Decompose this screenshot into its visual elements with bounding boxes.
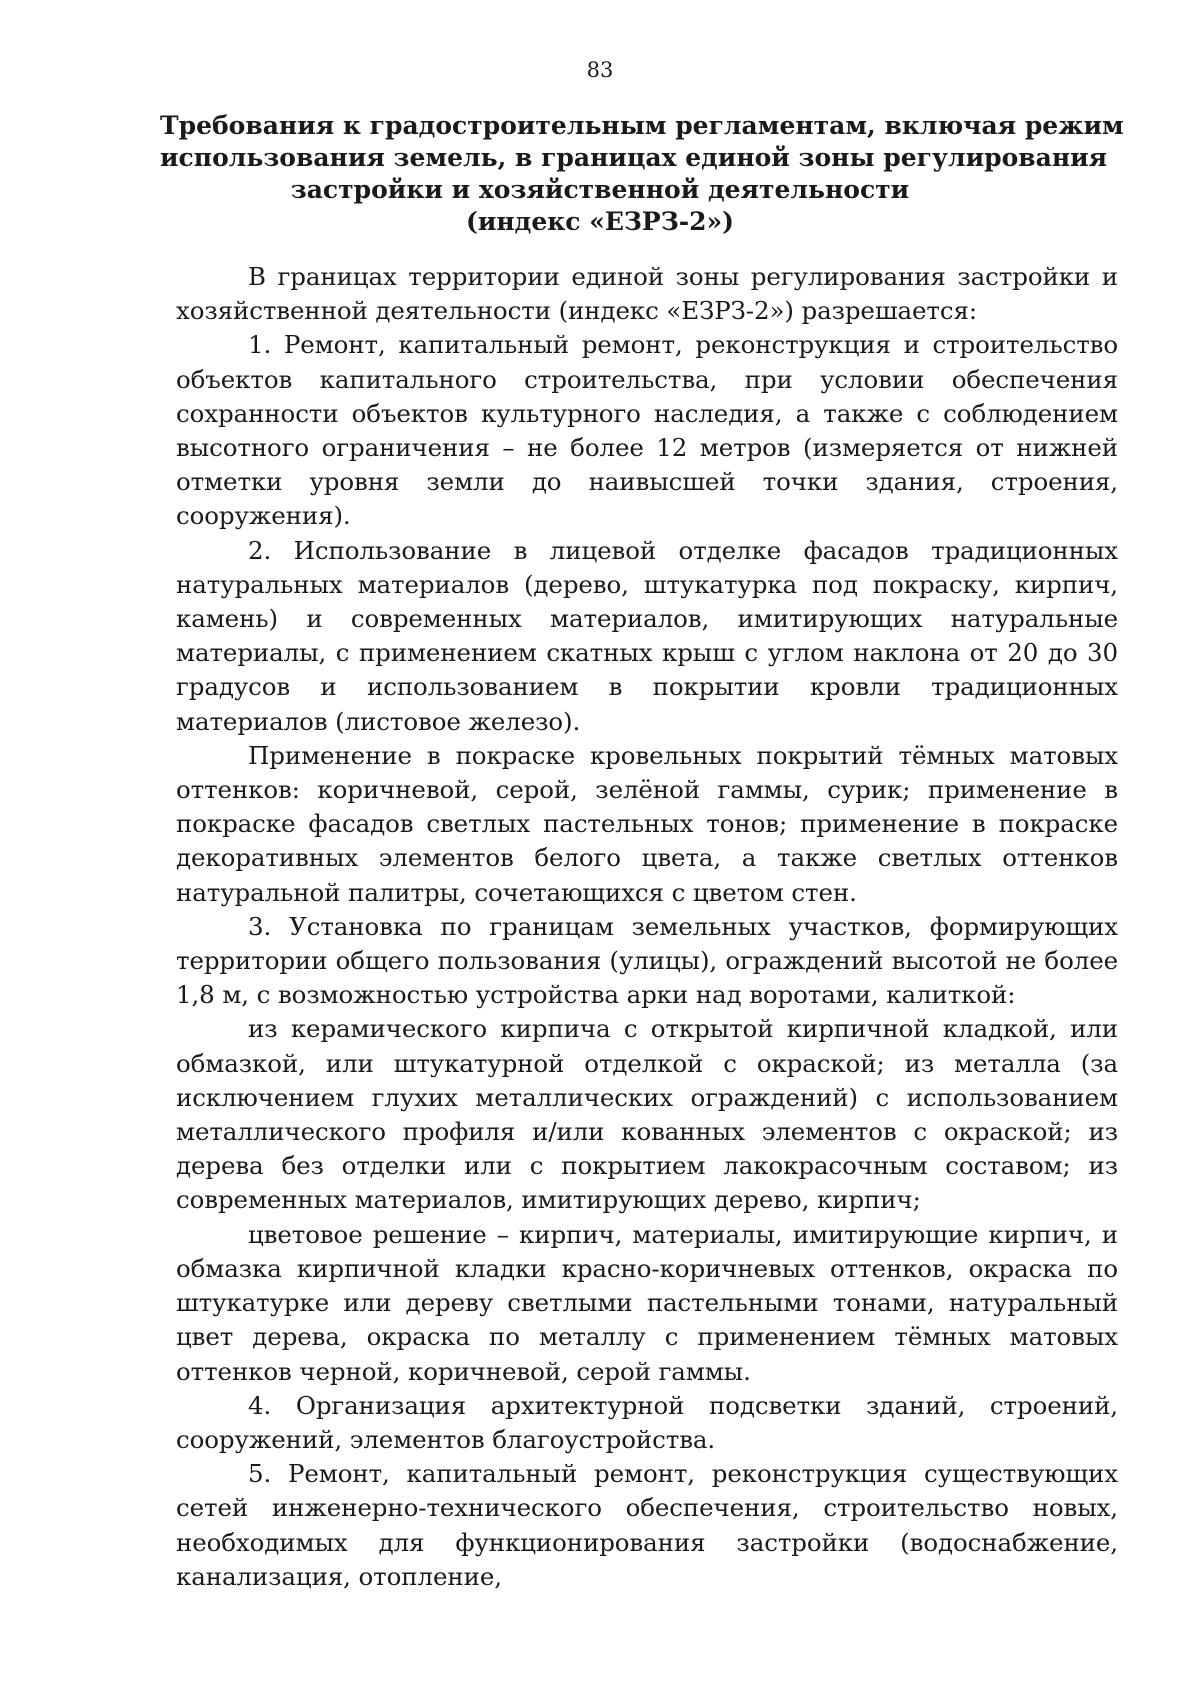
paragraph-text: Применение в покраске кровельных покрытий тёмных матовых оттенков: коричневой, серой, зелёной гаммы, сурик; применение в покраске фасадов светлых пастельных тонов; применение в покраске декоративных элементов белого цвета, а также светлых оттенков натуральной палитры, сочетающихся с цветом стен. [176,740,1118,907]
paragraph-item-1 [176,328,1118,533]
paragraph-text: 1. Ремонт, капитальный ремонт, реконструкция и строительство объектов капитального строительства, при условии обеспечения сохранности объектов культурного наследия, а также с соблюдением высотного ограничения – не более 12 метров (измеряется от нижней отметки уровня земли до наивысшей точки здания, строения, сооружения). [176,330,1118,531]
paragraph-item-3-materials [176,1012,1118,1217]
paragraph-intro [176,260,1118,328]
paragraph-text: 4. Организация архитектурной подсветки зданий, строений, сооружений, элементов благоустройства. [176,1390,1118,1454]
paragraph-text: цветовое решение – кирпич, материалы, имитирующие кирпич, и обмазка кирпичной кладки красно-коричневых оттенков, окраска по штукатурке или дереву светлыми пастельными тонами, натуральный цвет дерева, окраска по металлу с применением тёмных матовых оттенков черной, коричневой, серой гаммы. [176,1219,1118,1386]
title-line-3: застройки и хозяйственной деятельности [290,175,910,204]
title-line-1: Требования к градостроительным регламентам, включая режим [160,111,1124,140]
paragraph-text: 2. Использование в лицевой отделке фасадов традиционных натуральных материалов (дерево, штукатурка под покраску, кирпич, камень) и современных материалов, имитирующих натуральные материалы, с применением скатных крыш с углом наклона от 20 до 30 градусов и использованием в покрытии кровли традиционных материалов (листовое железо). [176,535,1118,736]
paragraph-text: 3. Установка по границам земельных участков, формирующих территории общего пользования (улицы), ограждений высотой не более 1,8 м, с возможностью устройства арки над воротами, калиткой: [176,911,1118,1010]
paragraph-text: из керамического кирпича с открытой кирпичной кладкой, или обмазкой, или штукатурной отделкой с окраской; из металла (за исключением глухих металлических ограждений) с использованием металлического профиля и/или кованных элементов с окраской; из дерева без отделки или с покрытием лакокрасочным составом; из современных материалов, имитирующих дерево, кирпич; [176,1014,1118,1215]
document-title [160,110,1124,238]
paragraph-item-5 [176,1457,1118,1594]
paragraph-item-3-colors [176,1218,1118,1389]
paragraph-item-2-colors [176,739,1118,910]
paragraph-text: 5. Ремонт, капитальный ремонт, реконструкция существующих сетей инженерно-технического обеспечения, строительство новых, необходимых для функционирования застройки (водоснабжение, канализация, отопление, [176,1459,1118,1591]
paragraph-item-3 [176,910,1118,1013]
title-line-2: использования земель, в границах единой зоны регулирования [160,143,1108,172]
title-line-4: (индекс «ЕЗРЗ-2») [466,207,734,236]
page-number: 83 [586,58,614,82]
paragraph-item-2 [176,534,1118,739]
document-body [176,260,1118,1594]
paragraph-item-4 [176,1389,1118,1457]
paragraph-text: В границах территории единой зоны регулирования застройки и хозяйственной деятельности (индекс «ЕЗРЗ-2») разрешается: [176,262,1118,326]
